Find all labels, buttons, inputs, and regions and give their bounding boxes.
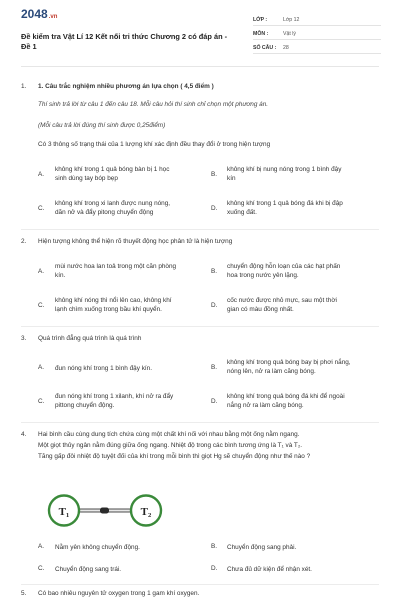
section-instruction-2: (Mỗi câu trả lời đúng thí sinh được 0,25điểm) <box>38 122 166 129</box>
option-letter: B. <box>211 268 218 275</box>
meta-subject-label: MÔN : <box>253 31 269 37</box>
meta-question-count <box>253 43 381 54</box>
question-divider <box>21 229 379 230</box>
option-letter: A. <box>38 171 45 178</box>
option-letter: C. <box>38 205 45 212</box>
mercury-drop <box>100 508 109 514</box>
option-letter: B. <box>211 364 218 371</box>
option-text: không khí trong xi lanh được nung nóng, dãn nở và đẩy pitong chuyển động <box>55 200 171 216</box>
meta-class <box>253 15 381 26</box>
option-text: cốc nước được nhỏ mực, sau một thời gian có màu đồng nhất. <box>227 297 337 313</box>
meta-class-label: LỚP : <box>253 17 268 23</box>
question-1-text: Có 3 thông số trạng thái của 1 lượng khí xác định đều thay đổi ở trong hiện tượng <box>38 141 271 148</box>
logo-suffix: .vn <box>48 14 58 20</box>
question-4-text-line2: Một giọt thủy ngân nằm đúng giữa ống ngang. Nhiệt độ trong các bình tương ứng là T₁ và T₂. <box>38 442 303 449</box>
option-text: đun nóng khí trong 1 bình đậy kín. <box>55 365 152 372</box>
logo-text: 2048 <box>21 7 48 21</box>
question-divider <box>21 422 379 423</box>
option-text: đun nóng khí trong 1 xilanh, khí nở ra đẩy pittong chuyển động. <box>55 393 174 409</box>
question-5-number: 5. <box>21 590 27 597</box>
meta-count-value: 28 <box>283 45 289 51</box>
option-text: mùi nước hoa lan toả trong một căn phòng kín. <box>55 263 177 279</box>
option-letter: A. <box>38 543 45 550</box>
option-text: Chuyển động sang phải. <box>227 544 297 551</box>
document-title <box>21 32 231 52</box>
two-bulb-diagram <box>40 486 170 536</box>
option-text: không khí trong 1 quả bóng đá khi bị đập xuống đất. <box>227 200 343 216</box>
meta-subject <box>253 29 381 40</box>
option-letter: C. <box>38 565 45 572</box>
meta-count-label: SỐ CÂU : <box>253 45 277 51</box>
section-instruction-1: Thí sinh trả lời từ câu 1 đến câu 18. Mỗi câu hỏi thí sinh chỉ chọn một phương án. <box>38 101 269 108</box>
question-divider <box>21 584 379 585</box>
option-letter: D. <box>211 302 218 309</box>
meta-subject-value: Vật lý <box>283 31 296 37</box>
option-text: không khí trong quả bóng bay bị phơi nắng, nóng lên, nở ra làm căng bóng. <box>227 359 351 375</box>
site-logo[interactable] <box>21 7 57 21</box>
question-1-number: 1. <box>21 83 27 90</box>
option-letter: D. <box>211 205 218 212</box>
question-4-text-line1: Hai bình cầu cùng dung tích chứa cùng một chất khí nối với nhau bằng một ống nằm ngang. <box>38 431 300 438</box>
option-letter: B. <box>211 171 218 178</box>
page-header <box>0 0 400 62</box>
option-text: không khí trong quả bóng đá khi để ngoài nắng nở ra làm căng bóng. <box>227 393 345 409</box>
option-letter: D. <box>211 565 218 572</box>
option-text: Chưa đủ dữ kiện để nhận xét. <box>227 566 312 573</box>
question-4-text-line3: Tăng gấp đôi nhiệt độ tuyệt đối của khí trong mỗi bình thì giọt Hg sẽ chuyển động như thế nào ? <box>38 453 311 460</box>
option-text: Nằm yên không chuyển động. <box>55 544 140 551</box>
option-letter: B. <box>211 543 218 550</box>
header-divider <box>21 66 379 67</box>
option-text: Chuyển động sang trái. <box>55 566 122 573</box>
option-letter: C. <box>38 302 45 309</box>
option-letter: D. <box>211 398 218 405</box>
question-2-number: 2. <box>21 238 27 245</box>
question-divider <box>21 326 379 327</box>
option-letter: A. <box>38 268 45 275</box>
option-text: không khí bị nung nóng trong 1 bình đậy kín <box>227 166 342 182</box>
question-5-text: Có bao nhiêu nguyên tử oxygen trong 1 gam khí oxygen. <box>38 590 200 597</box>
question-4-number: 4. <box>21 431 27 438</box>
meta-class-value: Lớp 12 <box>283 17 300 23</box>
option-text: không khí trong 1 quả bóng bàn bị 1 học sinh dùng tay bóp bẹp <box>55 166 170 182</box>
option-letter: A. <box>38 364 45 371</box>
label-t2: T₂ <box>140 506 152 518</box>
question-3-number: 3. <box>21 335 27 342</box>
document-title-line2: Đề 1 <box>21 42 37 51</box>
option-text: không khí nóng thì nổi lên cao, không khí lạnh chìm xuống trong bầu khí quyển. <box>55 297 172 313</box>
option-text: chuyển động hỗn loạn của các hạt phấn hoa trong nước yên lặng. <box>227 263 341 279</box>
option-letter: C. <box>38 398 45 405</box>
section-title: 1. Câu trắc nghiệm nhiều phương án lựa chọn ( 4,5 điểm ) <box>38 83 214 90</box>
document-title-line1: Đề kiểm tra Vật Lí 12 Kết nối tri thức Chương 2 có đáp án - <box>21 32 228 41</box>
question-2-text: Hiện tượng không thể hiện rõ thuyết động học phân tử là hiện tượng <box>38 238 233 245</box>
label-t1: T₁ <box>58 506 70 518</box>
question-3-text: Quá trình đẳng quá trình là quá trình <box>38 335 142 342</box>
